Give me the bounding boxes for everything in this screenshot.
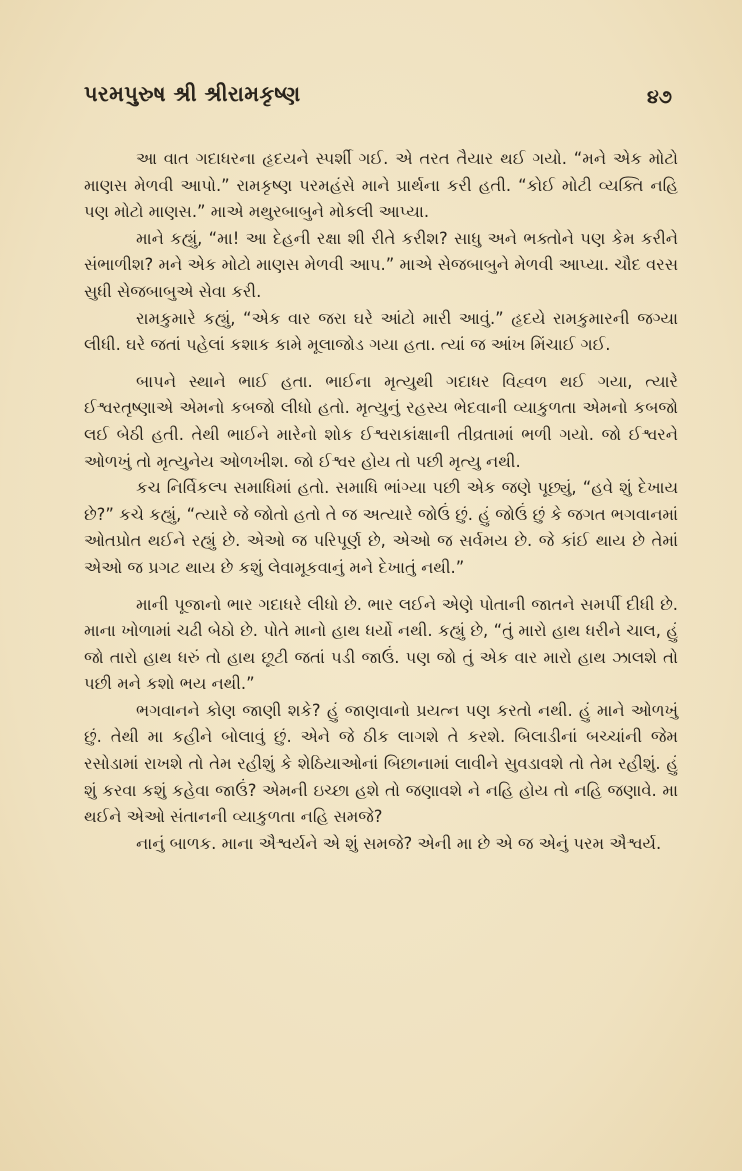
paragraph-7: ભગવાનને કોણ જાણી શકે? હું જાણવાનો પ્રયત્ન પણ કરતો નથી. હું માને ઓળખું છું. તેથી મા કહીને બોલાવું છું. એને જે ઠીક લાગશે તે કરશે. બિલાડીનાં બચ્ચાંની જેમ રસોડામાં રાખશે તો તેમ રહીશું કે શેઠિયાઓનાં બિછાનામાં લાવીને સુવડાવશે તો તેમ રહીશું. હું શું કરવા કશું કહેવા જાઉં? એમની ઇચ્છા હશે તો જણાવશે ને નહિ હોય તો નહિ જણાવે. મા થઈને એઓ સંતાનની વ્યાકુળતા નહિ સમજે? <box>84 700 678 827</box>
paragraph-4: બાપને સ્થાને ભાઈ હતા. ભાઈના મૃત્યુથી ગદાધર વિહ્વળ થઈ ગયા, ત્યારે ઈશ્વરતૃષ્ણાએ એમનો કબજો લીધો હતો. મૃત્યુનું રહસ્ય ભેદવાની વ્યાકુળતા એમનો કબજો લઈ બેઠી હતી. તેથી ભાઈને મારેનો શોક ઈશ્વરાકાંક્ષાની તીવ્રતામાં ભળી ગયો. જો ઈશ્વરને ઓળખું તો મૃત્યુનેય ઓળખીશ. જો ઈશ્વર હોય તો પછી મૃત્યુ નથી. <box>84 371 678 471</box>
paragraph-3: રામકુમારે કહ્યું, “એક વાર જરા ઘરે આંટો મારી આવું.” હૃદયે રામકુમારની જગ્યા લીધી. ઘરે જતાં પહેલાં કશાક કામે મૂલાજોડ ગયા હતા. ત્યાં જ આંખ મિંચાઈ ગઈ. <box>84 308 678 355</box>
page-number: ૪૭ <box>647 86 672 108</box>
running-head-title: પરમપુરુષ શ્રી શ્રીરામકૃષ્ણ <box>84 82 301 106</box>
paragraph-2: માને કહ્યું, “મા! આ દેહની રક્ષા શી રીતે કરીશ? સાધુ અને ભક્તોને પણ કેમ કરીને સંભાળીશ? મને એક મોટો માણસ મેળવી આપ.” માએ સેજબાબુને મેળવી આપ્યા. ચૌદ વરસ સુધી સેજબાબુએ સેવા કરી. <box>84 228 678 301</box>
paragraph-5: કચ નિર્વિકલ્પ સમાધિમાં હતો. સમાધિ ભાંગ્યા પછી એક જણે પૂછ્યું, “હવે શું દેખાય છે?” કચે કહ્યું, “ત્યારે જે જોતો હતો તે જ અત્યારે જોઉં છું. હું જોઉં છું કે જગત ભગવાનમાં ઓતપ્રોત થઈને રહ્યું છે. એઓ જ પરિપૂર્ણ છે, એઓ જ સર્વમય છે. જે કાંઈ થાય છે તેમાં એઓ જ પ્રગટ થાય છે કશું લેવામૂકવાનું મને દેખાતું નથી.” <box>84 478 678 577</box>
paragraph-6: માની પૂજાનો ભાર ગદાધરે લીધો છે. ભાર લઈને એણે પોતાની જાતને સમર્પી દીધી છે. માના ખોળામાં ચઢી બેઠો છે. પોતે માનો હાથ ધર્યો નથી. કહ્યું છે, “તું મારો હાથ ધરીને ચાલ, હું જો તારો હાથ ધરું તો હાથ છૂટી જતાં પડી જાઉં. પણ જો તું એક વાર મારો હાથ ઝાલશે તો પછી મને કશો ભય નથી.” <box>84 594 678 694</box>
body-text <box>84 146 678 857</box>
paragraph-8: નાનું બાળક. માના ઐશ્વર્યને એ શું સમજે? એની મા છે એ જ એનું પરમ ઐશ્વર્ય. <box>136 833 662 853</box>
paragraph-1: આ વાત ગદાધરના હૃદયને સ્પર્શી ગઈ. એ તરત તૈયાર થઈ ગયો. “મને એક મોટો માણસ મેળવી આપો.” રામકૃષ્ણ પરમહંસે માને પ્રાર્થના કરી હતી. “કોઈ મોટી વ્યક્તિ નહિ પણ મોટો માણસ.” માએ મથુરબાબુને મોકલી આપ્યા. <box>84 149 678 222</box>
page-header <box>84 82 672 118</box>
